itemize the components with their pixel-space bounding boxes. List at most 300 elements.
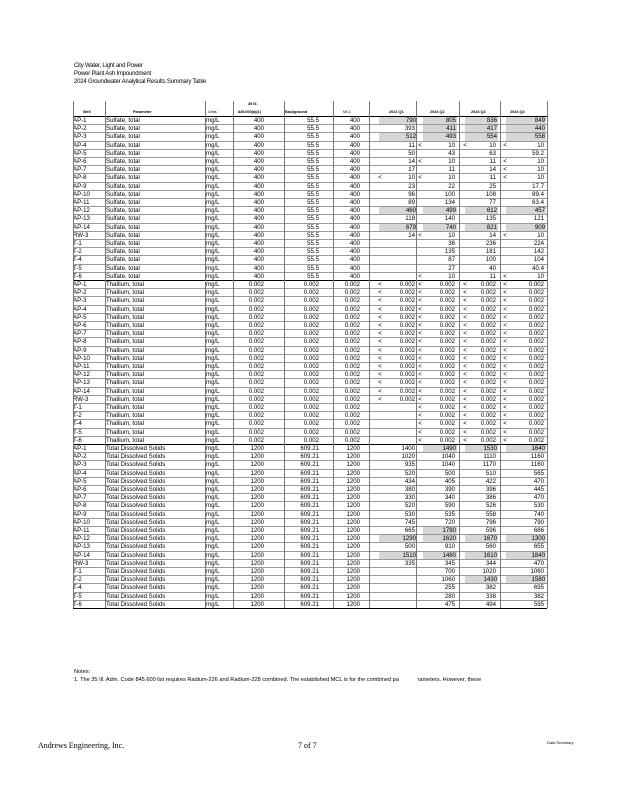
cell-q4-value: 849 (506, 117, 546, 125)
cell-standard: 0.002 (248, 387, 264, 395)
cell-parameter: Total Dissolved Solids (106, 527, 166, 534)
cell-parameter: Sulfate, total (106, 199, 140, 206)
cell-standard: 400 (253, 133, 264, 141)
cell-units: mg/L (206, 559, 220, 567)
cell-mcl: 0.002 (344, 395, 360, 403)
cell-parameter: Total Dissolved Solids (106, 494, 166, 502)
cell-q4-qualifier: < (503, 338, 507, 346)
cell-parameter: Sulfate, total (106, 207, 140, 215)
cell-background: 55.5 (307, 158, 319, 165)
cell-q3-value: 417 (465, 125, 498, 133)
cell-mcl: 1200 (346, 453, 360, 461)
cell-q3-value: 0.002 (480, 354, 496, 362)
cell-q2-value: 1620 (423, 535, 457, 543)
cell-q4-qualifier: < (503, 330, 507, 338)
cell-q3-qualifier: < (463, 412, 467, 420)
cell-units: mg/L (206, 527, 220, 534)
cell-q3-value: 422 (485, 477, 496, 485)
cell-q2-qualifier: < (418, 289, 422, 297)
cell-well: AP-14 (73, 223, 90, 231)
cell-well: AP-3 (73, 297, 87, 305)
cell-q3-value: 0.002 (480, 436, 496, 444)
cell-parameter: Sulfate, total (106, 256, 140, 264)
cell-q4-value: 10 (537, 141, 544, 149)
cell-parameter: Total Dissolved Solids (106, 502, 166, 510)
cell-background: 0.002 (303, 297, 319, 305)
cell-parameter: Sulfate, total (106, 272, 140, 280)
cell-q3-value: 108 (485, 190, 496, 198)
cell-well: AP-11 (73, 527, 90, 534)
column-divider (459, 101, 460, 608)
cell-q2-value: 0.002 (439, 322, 455, 329)
cell-q2-value: 1480 (423, 552, 457, 560)
cell-parameter: Thallium, total (106, 322, 144, 329)
cell-q1-value: 0.002 (399, 313, 415, 321)
cell-mcl: 1200 (346, 543, 360, 551)
cell-parameter: Thallium, total (106, 363, 144, 370)
cell-background: 55.5 (307, 207, 319, 215)
cell-well: AP-13 (73, 543, 90, 551)
cell-well: AP-9 (73, 182, 87, 190)
cell-q1-value: 14 (408, 158, 415, 165)
note-1-text: 1. The 35 Ill. Adm. Code 845.600 list requires Radium-226 and Radium-228 combined. The established MCL is for the combined pa (74, 677, 399, 683)
cell-q1-value: 0.002 (399, 363, 415, 370)
cell-q4-value: 0.002 (528, 379, 544, 387)
cell-units: mg/L (206, 568, 220, 575)
cell-q1-value: 23 (408, 182, 415, 190)
cell-q1-value: 0.002 (399, 305, 415, 313)
cell-well: T-2 (73, 412, 82, 420)
cell-q2-qualifier: < (418, 404, 422, 411)
cell-parameter: Sulfate, total (106, 240, 140, 247)
cell-units: mg/L (206, 494, 220, 502)
cell-q2-value: 0.002 (439, 313, 455, 321)
cell-standard: 400 (253, 248, 264, 256)
cell-q2-qualifier: < (418, 141, 422, 149)
cell-standard: 1200 (250, 445, 264, 452)
cell-q3-value: 40 (489, 264, 496, 272)
cell-q3-value: 0.002 (480, 338, 496, 346)
cell-units: mg/L (206, 166, 220, 174)
cell-mcl: 0.002 (344, 313, 360, 321)
cell-background: 609.21 (300, 469, 319, 477)
cell-q3-qualifier: < (463, 387, 467, 395)
cell-q4-qualifier: < (503, 158, 507, 165)
cell-q4-qualifier: < (503, 420, 507, 428)
cell-background: 609.21 (300, 600, 319, 608)
cell-q2-value: 87 (448, 256, 455, 264)
cell-standard: 0.002 (248, 412, 264, 420)
cell-q4-qualifier: < (503, 322, 507, 329)
cell-units: mg/L (206, 133, 220, 141)
cell-q3-qualifier: < (463, 436, 467, 444)
cell-q1-qualifier: < (378, 313, 382, 321)
cell-q2-value: 390 (444, 486, 455, 493)
cell-mcl: 400 (349, 272, 360, 280)
cell-q2-value: 0.002 (439, 371, 455, 379)
cell-parameter: Total Dissolved Solids (106, 510, 166, 518)
cell-units: mg/L (206, 461, 220, 469)
cell-parameter: Thallium, total (106, 371, 144, 379)
cell-q3-value: 558 (485, 510, 496, 518)
cell-standard: 1200 (250, 502, 264, 510)
cell-q2-value: 134 (444, 199, 455, 206)
col-header-background: Background (285, 110, 308, 114)
cell-q2-value: 405 (444, 477, 455, 485)
cell-background: 0.002 (303, 379, 319, 387)
cell-background: 55.5 (307, 240, 319, 247)
cell-background: 0.002 (303, 305, 319, 313)
cell-q2-value: 700 (444, 568, 455, 575)
cell-q1-value: 0.002 (399, 322, 415, 329)
cell-mcl: 0.002 (344, 297, 360, 305)
cell-q1-value: 520 (404, 502, 415, 510)
cell-q3-value: 0.002 (480, 428, 496, 436)
cell-well: AP-5 (73, 477, 87, 485)
cell-q1-value: 96 (408, 190, 415, 198)
cell-mcl: 1200 (346, 477, 360, 485)
cell-q4-value: 0.002 (528, 289, 544, 297)
cell-q1-value: 512 (379, 133, 417, 141)
cell-mcl: 400 (349, 125, 360, 133)
cell-q3-value: 0.002 (480, 387, 496, 395)
cell-q3-value: 612 (465, 207, 498, 215)
cell-q2-qualifier: < (418, 174, 422, 182)
cell-background: 609.21 (300, 486, 319, 493)
cell-units: mg/L (206, 231, 220, 239)
cell-background: 0.002 (303, 404, 319, 411)
cell-parameter: Total Dissolved Solids (106, 477, 166, 485)
cell-q4-qualifier: < (503, 289, 507, 297)
cell-q1-value: 380 (404, 486, 415, 493)
cell-q4-qualifier: < (503, 272, 507, 280)
cell-standard: 1200 (250, 568, 264, 575)
cell-units: mg/L (206, 428, 220, 436)
cell-parameter: Total Dissolved Solids (106, 469, 166, 477)
cell-q1-qualifier: < (378, 363, 382, 370)
cell-q3-value: 0.002 (480, 379, 496, 387)
cell-q2-value: 0.002 (439, 338, 455, 346)
cell-parameter: Total Dissolved Solids (106, 568, 166, 575)
cell-well: AP-10 (73, 518, 90, 526)
cell-q4-value: 0.002 (528, 354, 544, 362)
cell-q4-value: 1160 (530, 461, 544, 469)
cell-q3-value: 1610 (465, 552, 498, 560)
cell-standard: 400 (253, 223, 264, 231)
cell-q1-value: 1290 (379, 535, 417, 543)
cell-q2-value: 255 (444, 584, 455, 592)
cell-q3-qualifier: < (463, 354, 467, 362)
cell-q1-value: 0.002 (399, 346, 415, 354)
cell-parameter: Total Dissolved Solids (106, 445, 166, 452)
cell-standard: 0.002 (248, 371, 264, 379)
cell-q3-value: 1430 (465, 576, 498, 584)
cell-units: mg/L (206, 190, 220, 198)
cell-parameter: Sulfate, total (106, 248, 140, 256)
cell-q3-qualifier: < (463, 363, 467, 370)
cell-q2-value: 493 (423, 133, 457, 141)
cell-q1-value: 1510 (379, 552, 417, 560)
cell-q4-value: 1300 (506, 535, 546, 543)
cell-standard: 1200 (250, 592, 264, 600)
cell-units: mg/L (206, 264, 220, 272)
cell-background: 609.21 (300, 518, 319, 526)
cell-units: mg/L (206, 543, 220, 551)
cell-q4-value: 10 (537, 174, 544, 182)
cell-q4-value: 0.002 (528, 313, 544, 321)
cell-units: mg/L (206, 395, 220, 403)
cell-background: 609.21 (300, 592, 319, 600)
cell-q4-value: 1060 (530, 568, 544, 575)
cell-background: 609.21 (300, 559, 319, 567)
cell-q4-value: 530 (533, 502, 544, 510)
footer-label: Data Summary (547, 740, 574, 745)
cell-standard: 1200 (250, 469, 264, 477)
cell-well: AP-3 (73, 133, 87, 141)
cell-q1-value: 0.002 (399, 395, 415, 403)
cell-q4-value: 0.002 (528, 395, 544, 403)
cell-well: T-5 (73, 264, 82, 272)
cell-mcl: 1200 (346, 461, 360, 469)
footer-page-number: 7 of 7 (298, 741, 317, 750)
cell-q4-qualifier: < (503, 387, 507, 395)
cell-q3-value: 0.002 (480, 281, 496, 288)
cell-well: AP-3 (73, 461, 87, 469)
cell-standard: 400 (253, 215, 264, 223)
cell-q2-value: 10 (448, 141, 455, 149)
cell-q4-value: 63.4 (532, 199, 544, 206)
cell-units: mg/L (206, 551, 220, 559)
cell-standard: 400 (253, 166, 264, 174)
cell-parameter: Thallium, total (106, 313, 144, 321)
cell-background: 0.002 (303, 387, 319, 395)
cell-well: AP-11 (73, 363, 90, 370)
cell-background: 55.5 (307, 117, 319, 124)
cell-parameter: Sulfate, total (106, 264, 140, 272)
cell-q2-value: 10 (448, 272, 455, 280)
cell-parameter: Sulfate, total (106, 174, 140, 182)
cell-background: 609.21 (300, 502, 319, 510)
cell-q2-value: 910 (444, 543, 455, 551)
cell-q1-value: 0.002 (399, 338, 415, 346)
cell-q2-qualifier: < (418, 281, 422, 288)
cell-standard: 400 (253, 272, 264, 280)
cell-parameter: Thallium, total (106, 420, 144, 428)
cell-units: mg/L (206, 174, 220, 182)
cell-parameter: Sulfate, total (106, 166, 140, 174)
cell-well: RW-3 (73, 559, 89, 567)
cell-well: AP-10 (73, 190, 90, 198)
cell-mcl: 0.002 (344, 281, 360, 288)
cell-standard: 0.002 (248, 363, 264, 370)
cell-background: 0.002 (303, 281, 319, 288)
cell-standard: 0.002 (248, 379, 264, 387)
cell-well: T-4 (73, 256, 82, 264)
cell-units: mg/L (206, 207, 220, 215)
cell-well: AP-4 (73, 141, 87, 149)
cell-q1-value: 10 (408, 174, 415, 182)
cell-standard: 1200 (250, 453, 264, 461)
cell-mcl: 0.002 (344, 363, 360, 370)
cell-q1-qualifier: < (378, 354, 382, 362)
cell-mcl: 400 (349, 248, 360, 256)
cell-q3-value: 526 (485, 502, 496, 510)
cell-standard: 0.002 (248, 420, 264, 428)
cell-q1-value: 14 (408, 231, 415, 239)
cell-standard: 400 (253, 207, 264, 215)
cell-q2-qualifier: < (418, 395, 422, 403)
cell-q1-value: 11 (408, 141, 415, 149)
cell-mcl: 0.002 (344, 330, 360, 338)
cell-background: 0.002 (303, 346, 319, 354)
cell-parameter: Sulfate, total (106, 125, 140, 133)
cell-q1-qualifier: < (378, 346, 382, 354)
col-header-mcl: MCL (343, 110, 352, 114)
cell-standard: 1200 (250, 543, 264, 551)
cell-well: AP-11 (73, 199, 90, 206)
cell-standard: 1200 (250, 510, 264, 518)
cell-q3-qualifier: < (463, 420, 467, 428)
cell-q3-qualifier: < (463, 313, 467, 321)
cell-units: mg/L (206, 510, 220, 518)
cell-standard: 1200 (250, 518, 264, 526)
cell-standard: 0.002 (248, 354, 264, 362)
col-header-q2: 2024 Q2 (430, 110, 445, 114)
cell-q2-value: 740 (423, 224, 457, 232)
cell-q4-qualifier: < (503, 297, 507, 305)
cell-q4-qualifier: < (503, 231, 507, 239)
cell-mcl: 0.002 (344, 305, 360, 313)
cell-q2-qualifier: < (418, 272, 422, 280)
cell-standard: 0.002 (248, 395, 264, 403)
cell-well: AP-14 (73, 551, 90, 559)
cell-standard: 0.002 (248, 404, 264, 411)
cell-background: 55.5 (307, 272, 319, 280)
notes-title: Notes: (74, 669, 91, 675)
cell-mcl: 400 (349, 174, 360, 182)
column-divider (205, 101, 206, 608)
column-divider (333, 101, 334, 608)
cell-q1-qualifier: < (378, 289, 382, 297)
cell-background: 0.002 (303, 420, 319, 428)
cell-mcl: 400 (349, 133, 360, 141)
col-header-std-top: 35 Ill. (248, 102, 258, 106)
cell-q2-value: 0.002 (439, 412, 455, 420)
cell-q3-value: 100 (485, 256, 496, 264)
cell-q3-value: 11 (489, 272, 496, 280)
cell-mcl: 1200 (346, 494, 360, 502)
cell-standard: 0.002 (248, 297, 264, 305)
cell-q4-value: 10 (537, 158, 544, 165)
cell-background: 609.21 (300, 510, 319, 518)
cell-units: mg/L (206, 387, 220, 395)
cell-q1-qualifier: < (378, 371, 382, 379)
cell-units: mg/L (206, 518, 220, 526)
cell-standard: 1200 (250, 535, 264, 543)
cell-units: mg/L (206, 363, 220, 370)
cell-q1-value: 118 (405, 215, 415, 223)
cell-q4-qualifier: < (503, 371, 507, 379)
cell-well: T-1 (73, 404, 82, 411)
cell-q4-qualifier: < (503, 354, 507, 362)
cell-parameter: Total Dissolved Solids (106, 453, 166, 461)
cell-q3-value: 1170 (482, 461, 496, 469)
cell-well: RW-3 (73, 395, 89, 403)
cell-parameter: Sulfate, total (106, 223, 140, 231)
cell-units: mg/L (206, 256, 220, 264)
cell-standard: 400 (253, 158, 264, 165)
cell-q3-value: 11 (489, 158, 496, 165)
cell-background: 55.5 (307, 149, 319, 157)
cell-mcl: 1200 (346, 469, 360, 477)
footer-company: Andrews Engineering, Inc. (38, 741, 125, 750)
cell-background: 609.21 (300, 576, 319, 584)
cell-well: AP-6 (73, 158, 87, 165)
cell-parameter: Thallium, total (106, 428, 144, 436)
column-divider (105, 101, 106, 608)
cell-background: 609.21 (300, 461, 319, 469)
cell-mcl: 0.002 (344, 428, 360, 436)
cell-well: AP-6 (73, 322, 87, 329)
cell-mcl: 400 (349, 223, 360, 231)
column-divider (416, 101, 417, 608)
cell-parameter: Thallium, total (106, 412, 144, 420)
cell-q4-value: 0.002 (528, 428, 544, 436)
cell-background: 609.21 (300, 453, 319, 461)
cell-well: T-1 (73, 568, 82, 575)
cell-q1-value: 500 (404, 543, 415, 551)
cell-background: 55.5 (307, 166, 319, 174)
cell-q2-qualifier: < (418, 436, 422, 444)
header-line-1: City Water, Light and Power (74, 63, 143, 69)
cell-q3-value: 1530 (465, 445, 498, 453)
cell-units: mg/L (206, 322, 220, 329)
cell-q1-qualifier: < (378, 379, 382, 387)
cell-q4-value: 440 (506, 125, 546, 133)
cell-q4-value: 740 (533, 510, 544, 518)
cell-q2-value: 0.002 (439, 346, 455, 354)
cell-q1-value: 434 (404, 477, 415, 485)
cell-background: 0.002 (303, 354, 319, 362)
cell-units: mg/L (206, 371, 220, 379)
header-line-3: 2024 Groundwater Analytical Results Summary Table (74, 79, 206, 85)
cell-q4-value: 695 (533, 584, 544, 592)
cell-standard: 400 (253, 125, 264, 133)
cell-q4-qualifier: < (503, 346, 507, 354)
cell-parameter: Sulfate, total (106, 149, 140, 157)
cell-standard: 0.002 (248, 289, 264, 297)
cell-background: 0.002 (303, 338, 319, 346)
cell-background: 609.21 (300, 584, 319, 592)
cell-well: AP-8 (73, 174, 87, 182)
cell-q3-value: 821 (465, 224, 498, 232)
cell-units: mg/L (206, 149, 220, 157)
cell-q3-qualifier: < (463, 346, 467, 354)
cell-q1-value: 745 (404, 518, 415, 526)
cell-background: 55.5 (307, 133, 319, 141)
cell-q2-value: 411 (423, 125, 457, 133)
cell-well: AP-13 (73, 379, 90, 387)
cell-q2-value: 27 (448, 264, 455, 272)
cell-mcl: 400 (349, 264, 360, 272)
cell-standard: 1200 (250, 600, 264, 608)
cell-q2-qualifier: < (418, 231, 422, 239)
cell-q3-qualifier: < (463, 297, 467, 305)
column-divider (547, 101, 548, 608)
cell-parameter: Total Dissolved Solids (106, 576, 166, 584)
cell-q3-value: 0.002 (480, 395, 496, 403)
cell-q4-value: 10 (537, 166, 544, 174)
